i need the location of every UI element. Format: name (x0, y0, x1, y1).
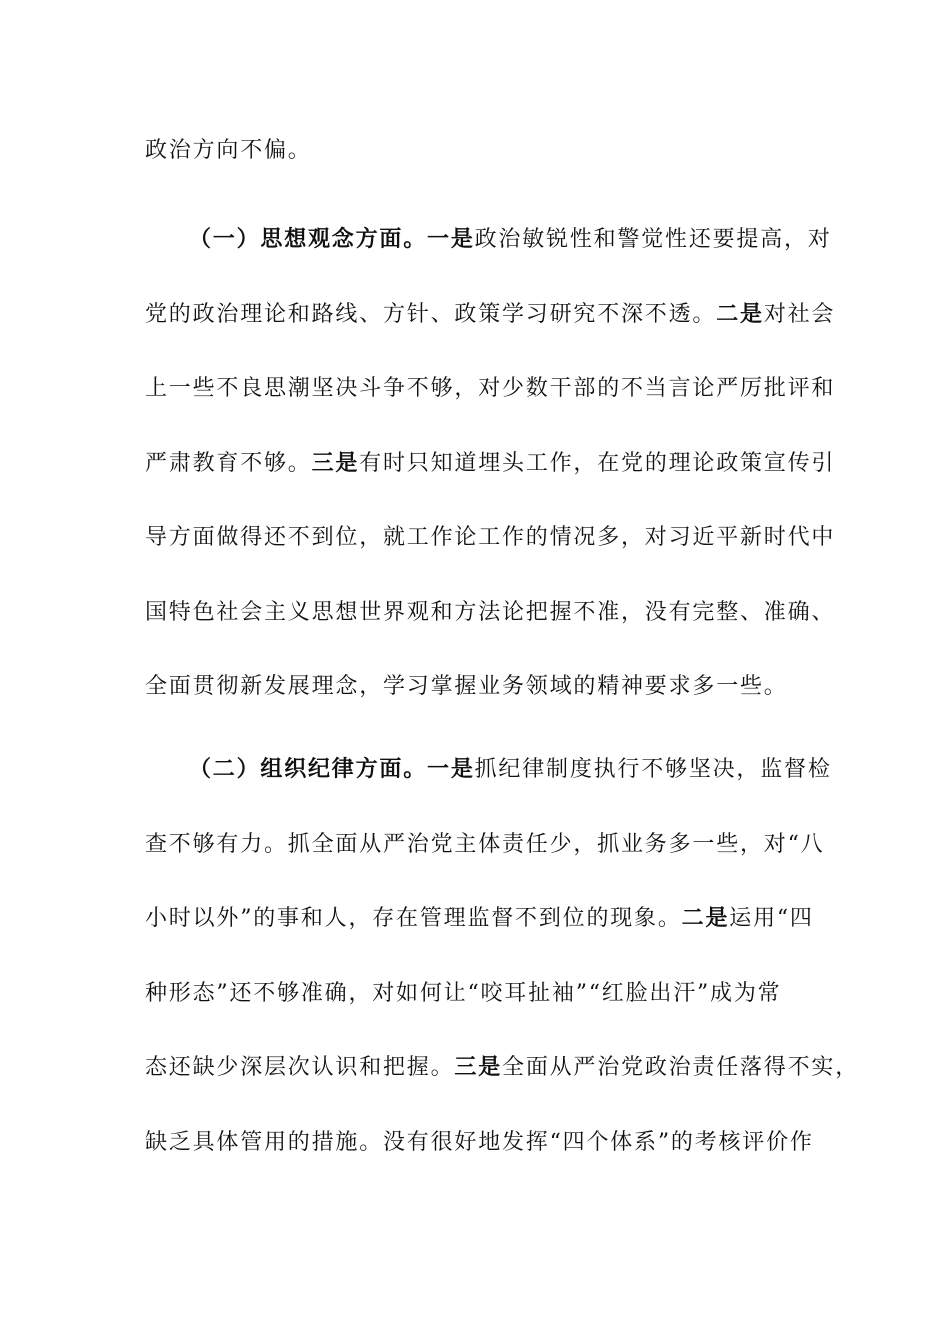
text-line (145, 733, 832, 808)
text-line (145, 1031, 860, 1106)
paragraph-ideology (145, 203, 836, 725)
text-line (145, 882, 814, 957)
text-line: 查不够有力。抓全面从严治党主体责任少，抓业务多一些，对“八 (145, 831, 825, 857)
text-run: 对社会 (763, 301, 836, 327)
text-line: 全面贯彻新发展理念，学习掌握业务领域的精神要求多一些。 (145, 674, 788, 699)
text-run: 有时只知道埋头工作，在党的理论政策宣传引 (359, 450, 836, 476)
point-marker: 一是 (427, 757, 475, 782)
text-run: 严肃教育不够。 (145, 450, 312, 476)
point-marker: 二是 (716, 301, 764, 327)
text-run: 政治敏锐性和警觉性还要提高，对 (474, 227, 832, 252)
text-run: 运用“四 (729, 906, 814, 931)
section-heading: （二）组织纪律方面。 (189, 757, 428, 782)
text-run: 态还缺少深层次认识和把握。 (145, 1055, 455, 1080)
point-marker: 二是 (681, 906, 730, 931)
text-line: 导方面做得还不到位，就工作论工作的情况多，对习近平新时代中 (145, 525, 836, 550)
text-line (145, 278, 836, 353)
text-run: 全面从严治党政治责任落得不实， (502, 1055, 860, 1080)
point-marker: 一是 (427, 227, 475, 252)
point-marker: 三是 (311, 450, 360, 476)
point-marker: 三是 (454, 1055, 503, 1080)
text-run: 小时以外”的事和人，存在管理监督不到位的现象。 (145, 906, 682, 931)
text-line: 政治方向不偏。 (145, 138, 312, 163)
text-line: 国特色社会主义思想世界观和方法论把握不准，没有完整、准确、 (145, 599, 836, 625)
text-line: 种形态”还不够准确，对如何让“咬耳扯袖”“红脸出汗”成为常 (145, 980, 782, 1006)
paragraph-continuation (145, 114, 805, 189)
text-line: 缺乏具体管用的措施。没有很好地发挥“四个体系”的考核评价作 (145, 1129, 814, 1155)
text-run: 党的政治理论和路线、方针、政策学习研究不深不透。 (145, 301, 717, 327)
text-line (145, 427, 836, 502)
text-line (145, 203, 832, 278)
section-heading: （一）思想观念方面。 (189, 227, 428, 252)
text-line: 上一些不良思潮坚决斗争不够，对少数干部的不当言论严厉批评和 (145, 376, 836, 401)
paragraph-discipline (145, 733, 860, 1180)
text-run: 抓纪律制度执行不够坚决，监督检 (474, 757, 832, 782)
